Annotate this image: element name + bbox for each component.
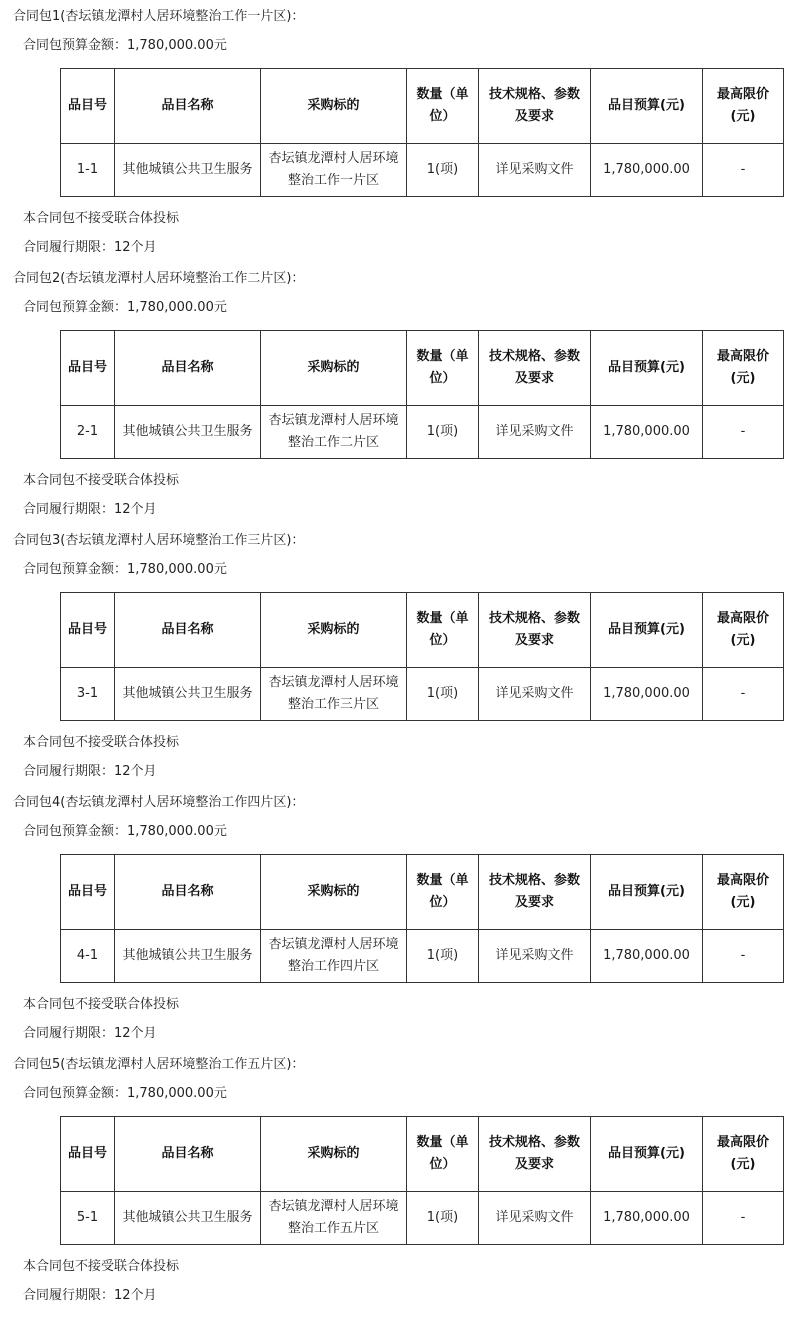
- package-title: 合同包2(杏坛镇龙潭村人居环境整治工作二片区)：: [13, 271, 305, 286]
- table-header-row: [61, 69, 784, 144]
- header-subject: 采购标的: [261, 1117, 407, 1192]
- cell-max-price: -: [703, 930, 784, 983]
- cell-budget: 1,780,000.00: [591, 930, 703, 983]
- header-item-no: 品目号: [61, 69, 115, 144]
- table-header-row: [61, 593, 784, 668]
- contract-period: 合同履行期限：12个月: [23, 1288, 157, 1303]
- table-row: [61, 144, 784, 197]
- cell-item-no: 2-1: [61, 406, 115, 459]
- cell-item-name: 其他城镇公共卫生服务: [115, 930, 261, 983]
- header-subject: 采购标的: [261, 593, 407, 668]
- header-spec: 技术规格、参数及要求: [479, 69, 591, 144]
- header-spec: 技术规格、参数及要求: [479, 593, 591, 668]
- cell-item-no: 4-1: [61, 930, 115, 983]
- table-header-row: [61, 1117, 784, 1192]
- cell-spec: 详见采购文件: [479, 668, 591, 721]
- header-spec: 技术规格、参数及要求: [479, 1117, 591, 1192]
- package-budget: 合同包预算金额：1,780,000.00元: [23, 824, 227, 839]
- header-budget: 品目预算(元): [591, 1117, 703, 1192]
- header-budget: 品目预算(元): [591, 855, 703, 930]
- cell-spec: 详见采购文件: [479, 930, 591, 983]
- cell-subject: 杏坛镇龙潭村人居环境整治工作三片区: [261, 668, 407, 721]
- cell-budget: 1,780,000.00: [591, 144, 703, 197]
- cell-budget: 1,780,000.00: [591, 1192, 703, 1245]
- items-table: [60, 330, 784, 459]
- table-header-row: [61, 331, 784, 406]
- joint-bid-note: 本合同包不接受联合体投标: [23, 735, 180, 750]
- contract-package-4: [0, 793, 799, 1055]
- cell-item-name: 其他城镇公共卫生服务: [115, 668, 261, 721]
- header-quantity: 数量（单位）: [407, 855, 479, 930]
- cell-subject: 杏坛镇龙潭村人居环境整治工作二片区: [261, 406, 407, 459]
- table-header-row: [61, 855, 784, 930]
- cell-subject: 杏坛镇龙潭村人居环境整治工作五片区: [261, 1192, 407, 1245]
- package-title: 合同包1(杏坛镇龙潭村人居环境整治工作一片区)：: [13, 9, 305, 24]
- contract-package-1: [0, 7, 799, 269]
- header-item-name: 品目名称: [115, 69, 261, 144]
- header-item-name: 品目名称: [115, 855, 261, 930]
- contract-period: 合同履行期限：12个月: [23, 240, 157, 255]
- joint-bid-note: 本合同包不接受联合体投标: [23, 473, 180, 488]
- table-row: [61, 1192, 784, 1245]
- header-subject: 采购标的: [261, 331, 407, 406]
- contract-package-3: [0, 531, 799, 793]
- header-subject: 采购标的: [261, 855, 407, 930]
- cell-item-name: 其他城镇公共卫生服务: [115, 1192, 261, 1245]
- header-quantity: 数量（单位）: [407, 331, 479, 406]
- cell-item-no: 5-1: [61, 1192, 115, 1245]
- cell-budget: 1,780,000.00: [591, 668, 703, 721]
- table-row: [61, 406, 784, 459]
- header-item-no: 品目号: [61, 593, 115, 668]
- header-spec: 技术规格、参数及要求: [479, 331, 591, 406]
- header-subject: 采购标的: [261, 69, 407, 144]
- contract-package-5: [0, 1055, 799, 1317]
- joint-bid-note: 本合同包不接受联合体投标: [23, 997, 180, 1012]
- joint-bid-note: 本合同包不接受联合体投标: [23, 211, 180, 226]
- cell-spec: 详见采购文件: [479, 406, 591, 459]
- package-budget: 合同包预算金额：1,780,000.00元: [23, 38, 227, 53]
- header-spec: 技术规格、参数及要求: [479, 855, 591, 930]
- header-budget: 品目预算(元): [591, 331, 703, 406]
- header-max-price: 最高限价(元): [703, 593, 784, 668]
- table-row: [61, 930, 784, 983]
- cell-spec: 详见采购文件: [479, 144, 591, 197]
- cell-max-price: -: [703, 144, 784, 197]
- items-table: [60, 1116, 784, 1245]
- package-title: 合同包4(杏坛镇龙潭村人居环境整治工作四片区)：: [13, 795, 305, 810]
- header-max-price: 最高限价(元): [703, 855, 784, 930]
- header-quantity: 数量（单位）: [407, 593, 479, 668]
- package-budget: 合同包预算金额：1,780,000.00元: [23, 1086, 227, 1101]
- cell-quantity: 1(项): [407, 1192, 479, 1245]
- header-item-name: 品目名称: [115, 331, 261, 406]
- cell-max-price: -: [703, 406, 784, 459]
- cell-item-name: 其他城镇公共卫生服务: [115, 406, 261, 459]
- cell-item-no: 1-1: [61, 144, 115, 197]
- package-budget: 合同包预算金额：1,780,000.00元: [23, 562, 227, 577]
- header-item-name: 品目名称: [115, 593, 261, 668]
- header-budget: 品目预算(元): [591, 69, 703, 144]
- cell-spec: 详见采购文件: [479, 1192, 591, 1245]
- contract-package-2: [0, 269, 799, 531]
- cell-max-price: -: [703, 668, 784, 721]
- cell-subject: 杏坛镇龙潭村人居环境整治工作一片区: [261, 144, 407, 197]
- items-table: [60, 854, 784, 983]
- header-item-name: 品目名称: [115, 1117, 261, 1192]
- header-item-no: 品目号: [61, 855, 115, 930]
- cell-item-no: 3-1: [61, 668, 115, 721]
- package-title: 合同包5(杏坛镇龙潭村人居环境整治工作五片区)：: [13, 1057, 305, 1072]
- header-max-price: 最高限价(元): [703, 331, 784, 406]
- contract-period: 合同履行期限：12个月: [23, 1026, 157, 1041]
- package-title: 合同包3(杏坛镇龙潭村人居环境整治工作三片区)：: [13, 533, 305, 548]
- table-row: [61, 668, 784, 721]
- cell-max-price: -: [703, 1192, 784, 1245]
- cell-quantity: 1(项): [407, 406, 479, 459]
- header-item-no: 品目号: [61, 1117, 115, 1192]
- header-max-price: 最高限价(元): [703, 69, 784, 144]
- items-table: [60, 592, 784, 721]
- header-item-no: 品目号: [61, 331, 115, 406]
- cell-quantity: 1(项): [407, 668, 479, 721]
- header-quantity: 数量（单位）: [407, 69, 479, 144]
- contract-period: 合同履行期限：12个月: [23, 502, 157, 517]
- contract-period: 合同履行期限：12个月: [23, 764, 157, 779]
- joint-bid-note: 本合同包不接受联合体投标: [23, 1259, 180, 1274]
- cell-item-name: 其他城镇公共卫生服务: [115, 144, 261, 197]
- header-quantity: 数量（单位）: [407, 1117, 479, 1192]
- header-budget: 品目预算(元): [591, 593, 703, 668]
- items-table: [60, 68, 784, 197]
- package-budget: 合同包预算金额：1,780,000.00元: [23, 300, 227, 315]
- cell-budget: 1,780,000.00: [591, 406, 703, 459]
- cell-quantity: 1(项): [407, 144, 479, 197]
- cell-subject: 杏坛镇龙潭村人居环境整治工作四片区: [261, 930, 407, 983]
- header-max-price: 最高限价(元): [703, 1117, 784, 1192]
- cell-quantity: 1(项): [407, 930, 479, 983]
